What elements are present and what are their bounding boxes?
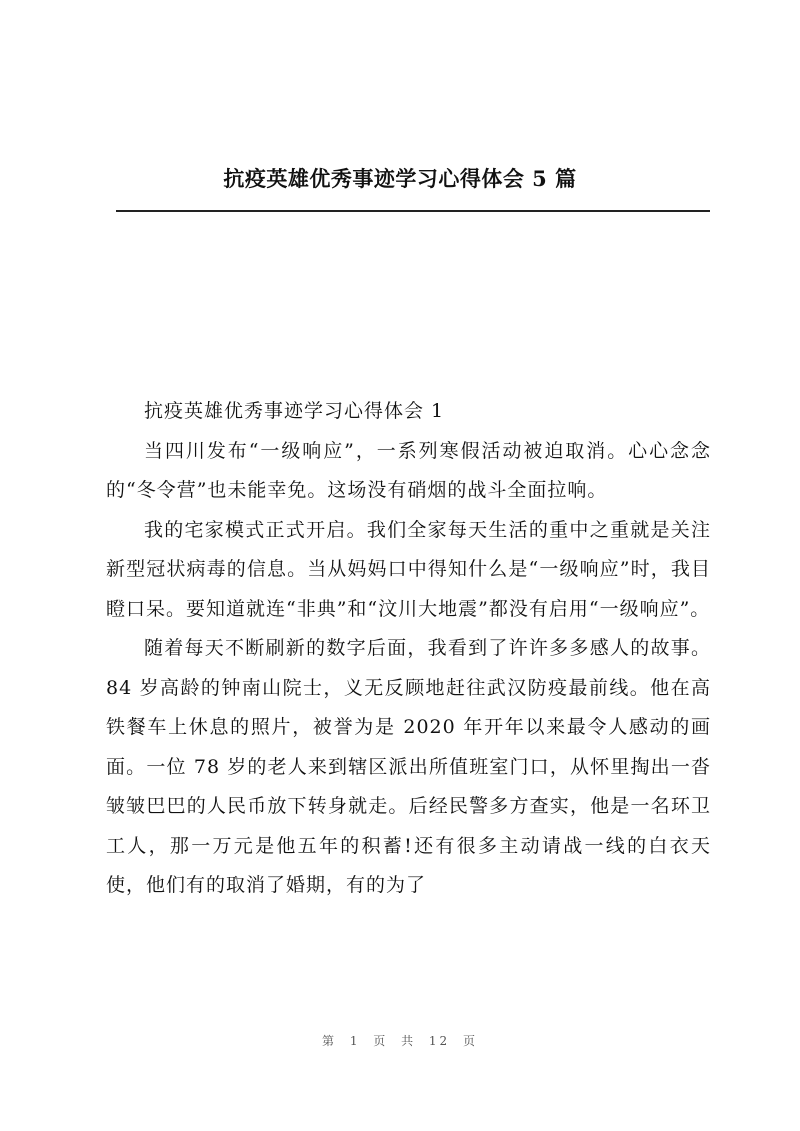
title-divider [116,210,710,212]
section-heading: 抗疫英雄优秀事迹学习心得体会 1 [144,400,445,422]
page-number-footer: 第 1 页 共 12 页 [322,1034,478,1048]
paragraph: 随着每天不断刷新的数字后面，我看到了许许多多感人的故事。84 岁高龄的钟南山院士，义无反顾地赶往武汉防疫最前线。他在高铁餐车上休息的照片，被誉为是 2020 年开年以来最令人感动的画面。一位 78 岁的老人来到辖区派出所值班室门口，从怀里掏出一沓皱皱巴巴的人民币放下转身就走。后经民警多方查实，他是一名环卫工人，那一万元是他五年的积蓄!还有很多主动请战一线的白衣天使，他们有的取消了婚期，有的为了 [106,637,711,896]
paragraph: 当四川发布“一级响应”，一系列寒假活动被迫取消。心心念念的“冬令营”也未能幸免。这场没有硝烟的战斗全面拉响。 [106,439,711,501]
document-body [106,392,711,906]
document-title: 抗疫英雄优秀事迹学习心得体会 5 篇 [223,166,577,191]
paragraph: 我的宅家模式正式开启。我们全家每天生活的重中之重就是关注新型冠状病毒的信息。当从妈妈口中得知什么是“一级响应”时，我目瞪口呆。要知道就连“非典”和“汶川大地震”都没有启用“一级响应”。 [106,518,711,620]
